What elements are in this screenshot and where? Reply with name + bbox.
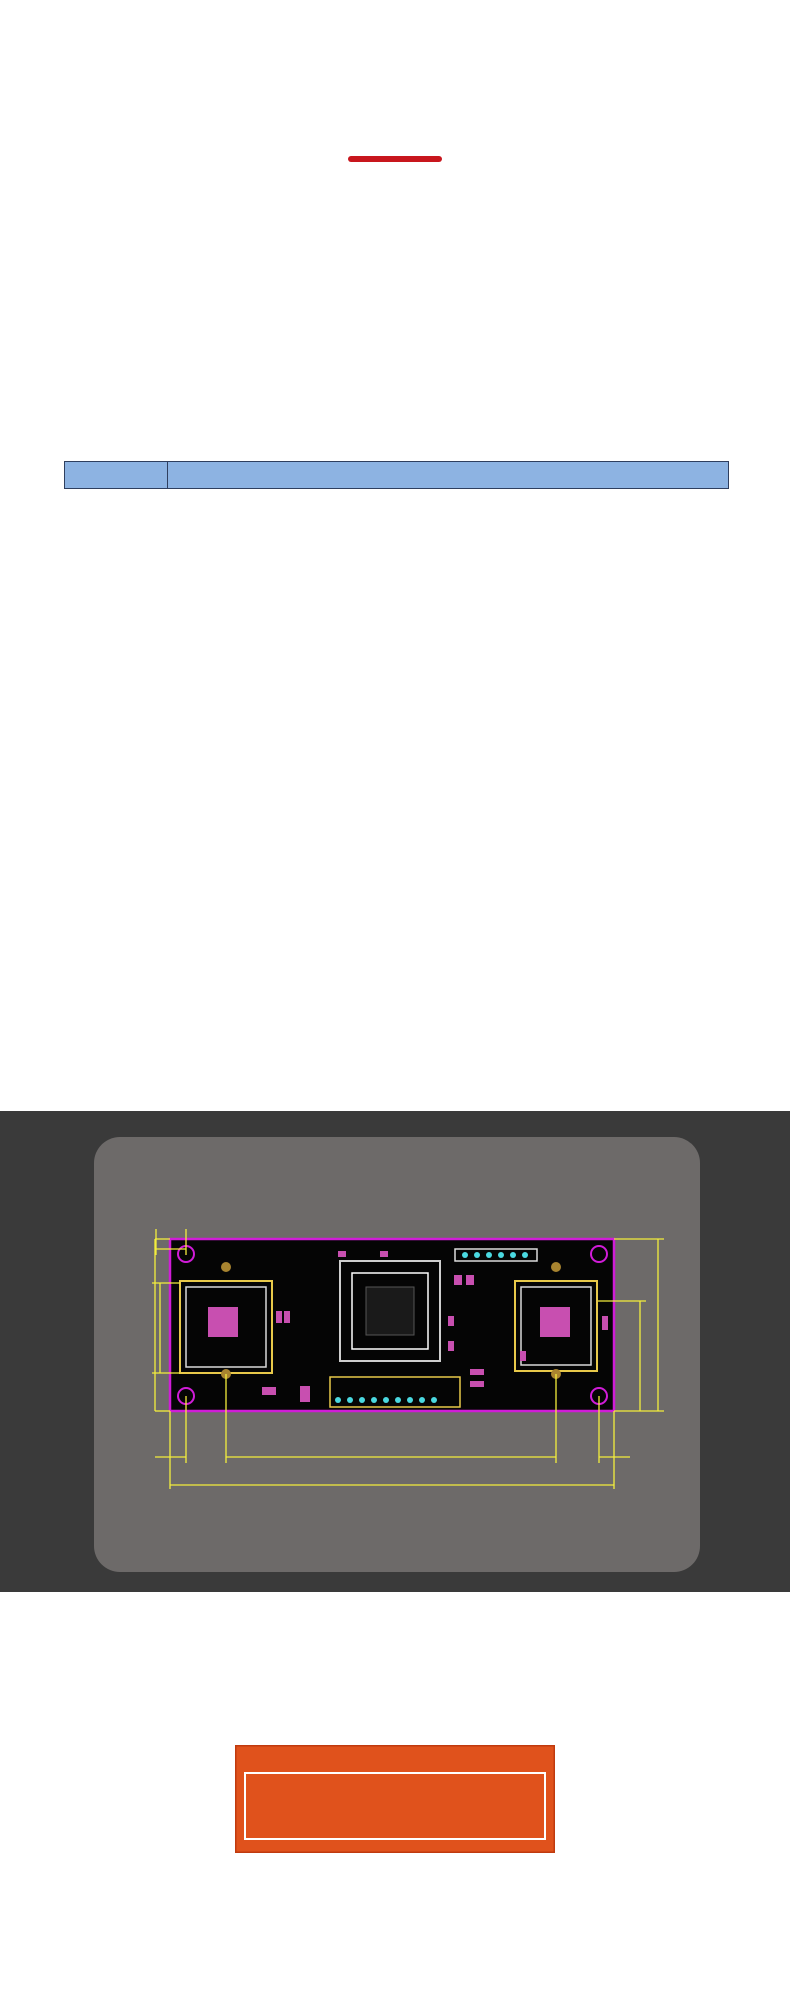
- spec-table: [64, 461, 729, 489]
- right-lens-marker: [551, 1262, 561, 1272]
- module-dimension-diagram: [0, 1111, 790, 1592]
- table-header-row: [65, 462, 729, 489]
- right-sensor-chip: [540, 1307, 570, 1337]
- title-underline: [348, 156, 442, 162]
- table-header-desc: [168, 462, 729, 489]
- pinout-pcb: [235, 1745, 555, 1853]
- left-lens-marker: [221, 1262, 231, 1272]
- center-chip-die: [366, 1287, 414, 1335]
- left-sensor-chip: [208, 1307, 238, 1337]
- pinout-image: [235, 1745, 555, 1853]
- table-header-item: [65, 462, 168, 489]
